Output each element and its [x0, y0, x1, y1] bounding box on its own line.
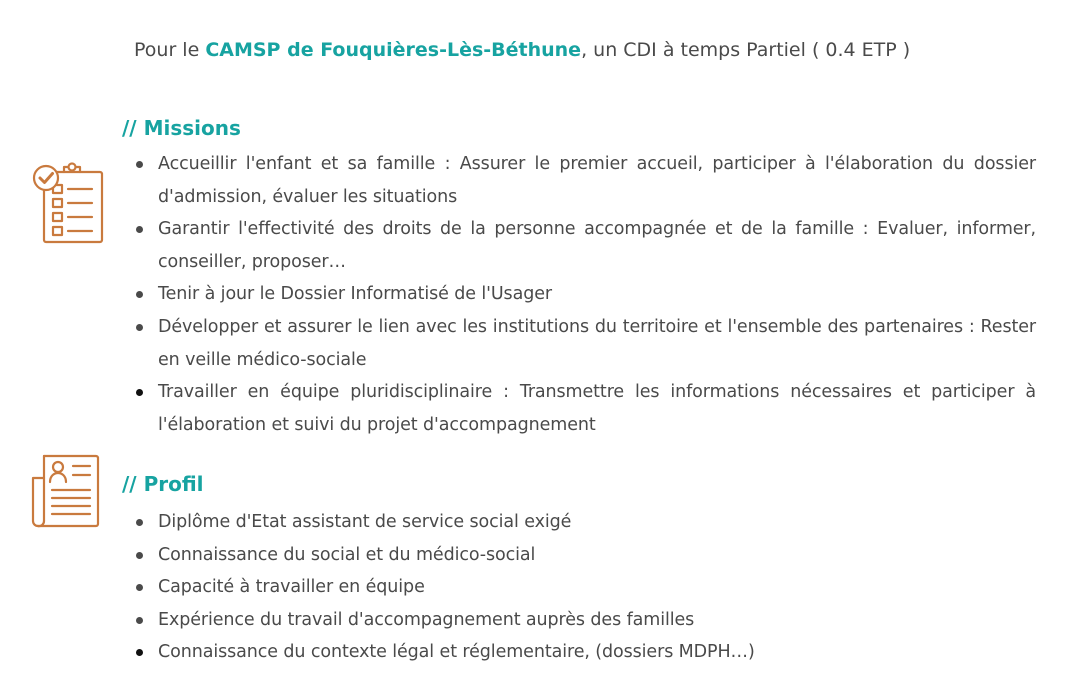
intro-prefix: Pour le	[134, 39, 206, 61]
list-item: Travailler en équipe pluridisciplinaire : Transmettre les informations nécessaires et participer à l'élaboration et suivi du projet d'accompagnement	[158, 376, 1036, 441]
list-item: Diplôme d'Etat assistant de service social exigé	[158, 506, 1036, 539]
missions-title: // Missions	[122, 116, 241, 140]
list-item: Développer et assurer le lien avec les institutions du territoire et l'ensemble des partenaires : Rester en veille médico-sociale	[158, 311, 1036, 376]
list-item: Accueillir l'enfant et sa famille : Assurer le premier accueil, participer à l'élaboration du dossier d'admission, évaluer les situations	[158, 148, 1036, 213]
profil-list	[158, 506, 1036, 669]
organization-name: CAMSP de Fouquières-Lès-Béthune	[205, 39, 582, 61]
list-item: Expérience du travail d'accompagnement auprès des familles	[158, 604, 1036, 637]
list-item: Tenir à jour le Dossier Informatisé de l'Usager	[158, 278, 1036, 311]
missions-list	[158, 148, 1036, 441]
resume-icon	[30, 450, 102, 530]
checklist-icon	[30, 158, 106, 246]
profil-title: // Profil	[122, 472, 204, 496]
intro-line	[134, 36, 910, 64]
list-item: Garantir l'effectivité des droits de la personne accompagnée et de la famille : Evaluer, informer, conseiller, proposer…	[158, 213, 1036, 278]
list-item: Capacité à travailler en équipe	[158, 571, 1036, 604]
intro-suffix: , un CDI à temps Partiel ( 0.4 ETP )	[581, 39, 911, 61]
list-item: Connaissance du social et du médico-social	[158, 539, 1036, 572]
list-item: Connaissance du contexte légal et réglementaire, (dossiers MDPH…)	[158, 636, 1036, 669]
